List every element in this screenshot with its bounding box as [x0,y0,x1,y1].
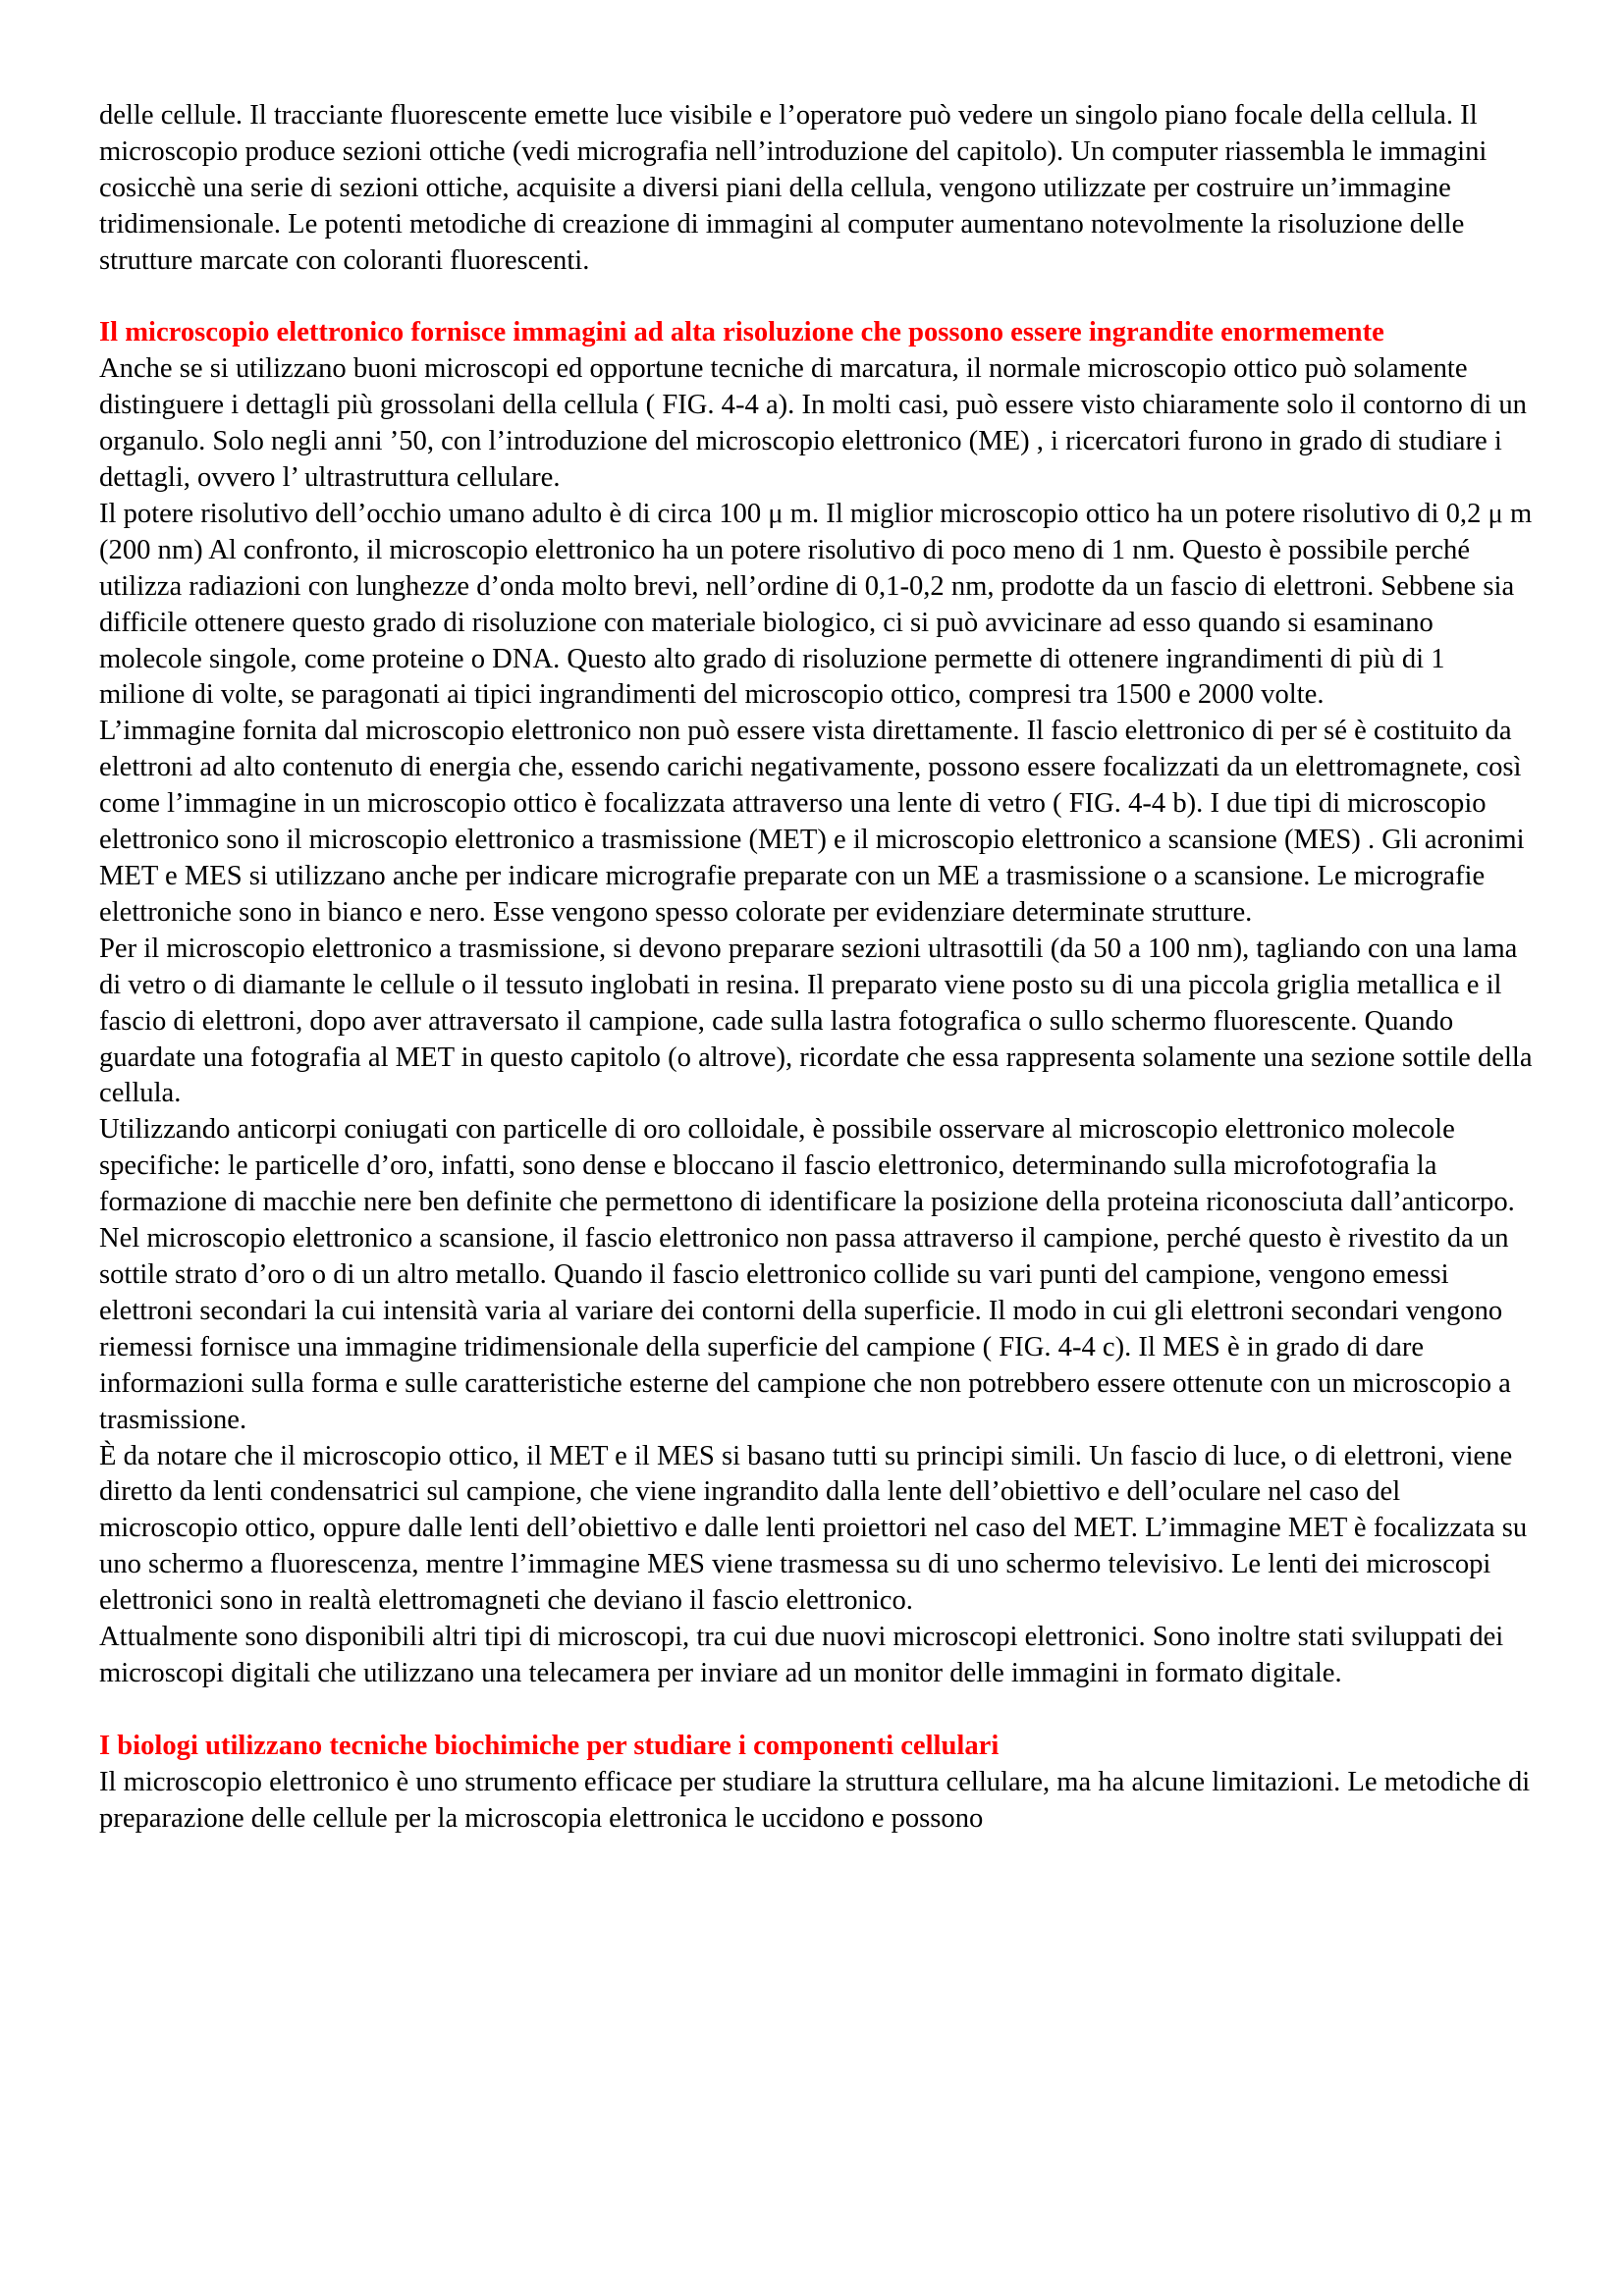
body-paragraph: È da notare che il microscopio ottico, il MET e il MES si basano tutti su principi simili. Un fascio di luce, o di elettroni, viene diretto da lenti condensatrici sul campione, che viene ingrandito dalla lente dell’obiettivo e dell’oculare nel caso del microscopio ottico, oppure dalle lenti dell’obiettivo e dalle lenti proiettori nel caso del MET. L’immagine MET è focalizzata su uno schermo a fluorescenza, mentre l’immagine MES viene trasmessa su di uno schermo televisivo. Le lenti dei microscopi elettronici sono in realtà elettromagneti che deviano il fascio elettronico. [99,1440,1528,1617]
document-page [99,98,1533,1837]
body-paragraph: Nel microscopio elettronico a scansione, il fascio elettronico non passa attraverso il campione, perché questo è rivestito da un sottile strato d’oro o di un altro metallo. Quando il fascio elettronico collide su vari punti del campione, vengono emessi elettroni secondari la cui intensità varia al variare dei contorni della superficie. Il modo in cui gli elettroni secondari vengono riemessi fornisce una immagine tridimensionale della superficie del campione ( FIG. 4-4 c). Il MES è in grado di dare informazioni sulla forma e sulle caratteristiche esterne del campione che non potrebbero essere ottenute con un microscopio a trasmissione. [99,1223,1511,1435]
section-heading-biochemical-techniques: I biologi utilizzano tecniche biochimiche per studiare i componenti cellulari [99,1730,1000,1761]
body-paragraph: Il potere risolutivo dell’occhio umano adulto è di circa 100 μ m. Il miglior microscopio ottico ha un potere risolutivo di 0,2 μ m (200 nm) Al confronto, il microscopio elettronico ha un potere risolutivo di poco meno di 1 nm. Questo è possibile perché utilizza radiazioni con lunghezze d’onda molto brevi, nell’ordine di 0,1-0,2 nm, prodotte da un fascio di elettroni. Sebbene sia difficile ottenere questo grado di risoluzione con materiale biologico, ci si può avvicinare ad esso quando si esaminano molecole singole, come proteine o DNA. Questo alto grado di risoluzione permette di ottenere ingrandimenti di più di 1 milione di volte, se paragonati ai tipici ingrandimenti del microscopio ottico, compresi tra 1500 e 2000 volte. [99,498,1533,711]
body-paragraph: Utilizzando anticorpi coniugati con particelle di oro colloidale, è possibile osservare al microscopio elettronico molecole specifiche: le particelle d’oro, infatti, sono dense e bloccano il fascio elettronico, determinando sulla microfotografia la formazione di macchie nere ben definite che permettono di identificare la posizione della proteina riconosciuta dall’anticorpo. [99,1114,1515,1218]
section-heading-electron-microscope: Il microscopio elettronico fornisce immagini ad alta risoluzione che possono essere ingrandite enormemente [99,317,1384,348]
body-paragraph: L’immagine fornita dal microscopio elettronico non può essere vista direttamente. Il fascio elettronico di per sé è costituito da elettroni ad alto contenuto di energia che, essendo carichi negativamente, possono essere focalizzati da un elettromagnete, così come l’immagine in un microscopio ottico è focalizzata attraverso una lente di vetro ( FIG. 4-4 b). I due tipi di microscopio elettronico sono il microscopio elettronico a trasmissione (MET) e il microscopio elettronico a scansione (MES) . Gli acronimi MET e MES si utilizzano anche per indicare micrografie preparate con un ME a trasmissione o a scansione. Le micrografie elettroniche sono in bianco e nero. Esse vengono spesso colorate per evidenziare determinate strutture. [99,716,1525,928]
body-paragraph: Attualmente sono disponibili altri tipi di microscopi, tra cui due nuovi microscopi elettronici. Sono inoltre stati sviluppati dei microscopi digitali che utilizzano una telecamera per inviare ad un monitor delle immagini in formato digitale. [99,1622,1504,1688]
body-paragraph: Il microscopio elettronico è uno strumento efficace per studiare la struttura cellulare, ma ha alcune limitazioni. Le metodiche di preparazione delle cellule per la microscopia elettronica le uccidono e possono [99,1766,1531,1834]
body-paragraph: Anche se si utilizzano buoni microscopi ed opportune tecniche di marcatura, il normale microscopio ottico può solamente distinguere i dettagli più grossolani della cellula ( FIG. 4-4 a). In molti casi, può essere visto chiaramente solo il contorno di un organulo. Solo negli anni ’50, con l’introduzione del microscopio elettronico (ME) , i ricercatori furono in grado di studiare i dettagli, ovvero l’ ultrastruttura cellulare. [99,353,1527,494]
body-paragraph: Per il microscopio elettronico a trasmissione, si devono preparare sezioni ultrasottili (da 50 a 100 nm), tagliando con una lama di vetro o di diamante le cellule o il tessuto inglobati in resina. Il preparato viene posto su di una piccola griglia metallica e il fascio di elettroni, dopo aver attraversato il campione, cade sulla lastra fotografica o sullo schermo fluorescente. Quando guardate una fotografia al MET in questo capitolo (o altrove), ricordate che essa rappresenta solamente una sezione sottile della cellula. [99,933,1533,1109]
intro-paragraph: delle cellule. Il tracciante fluorescente emette luce visibile e l’operatore può vedere un singolo piano focale della cellula. Il microscopio produce sezioni ottiche (vedi micrografia nell’introduzione del capitolo). Un computer riassembla le immagini cosicchè una serie di sezioni ottiche, acquisite a diversi piani della cellula, vengono utilizzate per costruire un’immagine tridimensionale. Le potenti metodiche di creazione di immagini al computer aumentano notevolmente la risoluzione delle strutture marcate con coloranti fluorescenti. [99,100,1488,276]
paragraph-gap [99,280,1533,316]
paragraph-gap [99,1692,1533,1729]
